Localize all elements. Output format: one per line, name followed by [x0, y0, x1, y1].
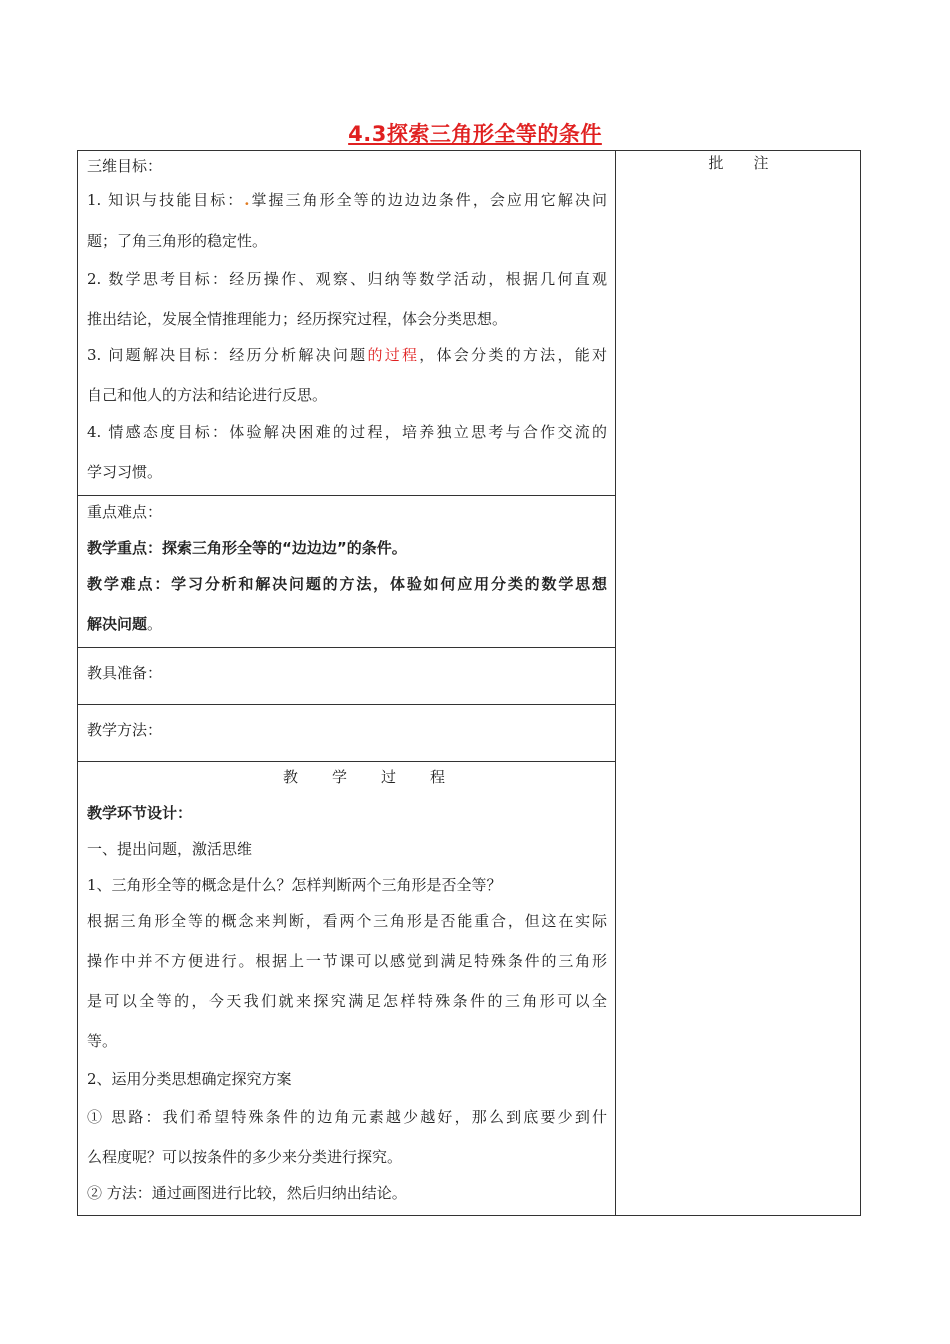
- section-1: 一、提出问题，激活思维: [87, 840, 253, 858]
- process-heading: 教学过程: [282, 768, 479, 786]
- paragraph-1: 根据三角形全等的概念来判断，看两个三角形是否能重合，但这在实际: [87, 912, 607, 930]
- row-divider: [77, 761, 616, 762]
- goal-3: [87, 344, 607, 365]
- goal-3-highlight: 的过程: [367, 346, 420, 364]
- row-divider: [77, 495, 616, 496]
- teaching-difficulty-cont: [87, 613, 607, 634]
- question-2: 2、运用分类思想确定探究方案: [87, 1070, 292, 1088]
- idea-line-cont: 么程度呢？可以按条件的多少来分类进行探究。: [87, 1148, 403, 1166]
- teaching-difficulty: 教学难点：学习分析和解决问题的方法，体验如何应用分类的数学思想: [87, 575, 607, 593]
- goals-heading: 三维目标：: [87, 157, 163, 175]
- difficulty-period: 。: [147, 615, 163, 633]
- difficulty-text: 解决问题: [87, 615, 148, 633]
- paragraph-1-line-2: 操作中并不方便进行。根据上一节课可以感觉到满足特殊条件的三角形: [87, 952, 607, 970]
- question-1: 1、三角形全等的概念是什么？怎样判断两个三角形是否全等？: [87, 876, 502, 894]
- goal-1-cont: 题；了角三角形的稳定性。: [87, 232, 268, 250]
- method-label: 教学方法：: [87, 721, 163, 739]
- notes-column-header: 批注: [708, 154, 799, 172]
- idea-line: ① 思路：我们希望特殊条件的边角元素越少越好，那么到底要少到什: [87, 1108, 607, 1126]
- goal-2: 2. 数学思考目标：经历操作、观察、归纳等数学活动，根据几何直观: [87, 270, 607, 288]
- teaching-focus: 教学重点：探索三角形全等的“边边边”的条件。: [87, 539, 407, 557]
- method-line: ② 方法：通过画图进行比较，然后归纳出结论。: [87, 1184, 407, 1202]
- goal-3-text-end: ，体会分类的方法，能对: [419, 346, 607, 364]
- row-divider: [77, 647, 616, 648]
- goal-1-dot: .: [244, 191, 250, 209]
- goal-3-text: 3. 问题解决目标：经历分析解决问题: [87, 346, 368, 364]
- goal-1: [87, 189, 607, 210]
- goal-4: 4. 情感态度目标：体验解决困难的过程，培养独立思考与合作交流的: [87, 423, 607, 441]
- goal-3-cont: 自己和他人的方法和结论进行反思。: [87, 386, 328, 404]
- goal-4-cont: 学习习惯。: [87, 463, 163, 481]
- goal-2-cont: 推出结论，发展全情推理能力；经历探究过程，体会分类思想。: [87, 310, 508, 328]
- process-design: 教学环节设计：: [87, 804, 193, 822]
- page-title: 4.3探索三角形全等的条件: [348, 122, 602, 146]
- paragraph-1-line-3: 是可以全等的，今天我们就来探究满足怎样特殊条件的三角形可以全: [87, 992, 607, 1010]
- goal-1-text: 掌握三角形全等的边边边条件，会应用它解决问: [249, 191, 607, 209]
- keypoints-heading: 重点难点：: [87, 503, 163, 521]
- row-divider: [77, 704, 616, 705]
- column-divider: [615, 150, 616, 1216]
- goal-1-label: 1. 知识与技能目标：: [87, 191, 245, 209]
- tools-label: 教具准备：: [87, 664, 163, 682]
- paragraph-1-line-4: 等。: [87, 1032, 118, 1050]
